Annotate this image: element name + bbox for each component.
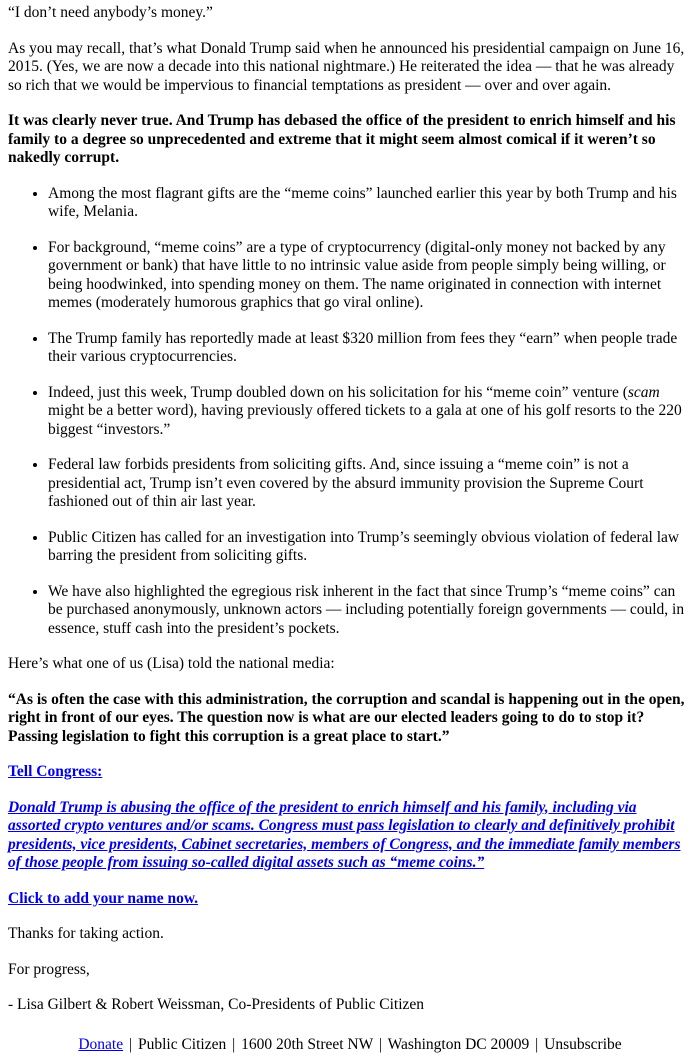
media-quote: “As is often the case with this administration, the corruption and scandal is happening out in the open, right in front of our eyes. The question now is what are our elected leaders going to do to stop it? Passing legislation to fight this corruption is a great place to start.”: [8, 690, 685, 745]
list-item: • For background, “meme coins” are a type of cryptocurrency (digital-only money not backed by any government or bank) that have little to no intrinsic value aside from people simply being willing, or being hoodwinked, into spending money on them. The name originated in connection with internet memes (moderately humorous graphics that go viral online).: [48, 239, 692, 313]
list-item: • Federal law forbids presidents from soliciting gifts. And, since issuing a “meme coin” is not a presidential act, Trump isn’t even covered by the absurd immunity provision the Supreme Court fashioned out of thin air last year.: [48, 456, 692, 512]
list-item: [48, 384, 692, 440]
footer-separator: |: [128, 1036, 133, 1053]
intro-paragraph: As you may recall, that’s what Donald Trump said when he announced his presidential campaign on June 16, 2015. (Yes, we are now a decade into this national nightmare.) He reiterated the idea — that he was already so rich that we would be impervious to financial temptations as president — over and over again.: [8, 39, 685, 94]
unsubscribe-link[interactable]: Unsubscribe: [544, 1036, 622, 1053]
footer-city: Washington DC 20009: [387, 1036, 530, 1053]
donate-link[interactable]: Donate: [78, 1036, 124, 1053]
scam-bullet-after: might be a better word), having previously offered tickets to a gala at one of his golf resorts to the 220 biggest “investors.”: [48, 402, 682, 438]
media-intro: Here’s what one of us (Lisa) told the national media:: [8, 655, 335, 672]
footer: [0, 1036, 700, 1055]
bold-statement: It was clearly never true. And Trump has debased the office of the president to enrich himself and his family to a degree so unprecedented and extreme that it might seem almost comical if it weren’t so nakedly corrupt.: [8, 112, 676, 166]
bullet-list: [8, 185, 692, 639]
signoff-text: For progress,: [8, 960, 90, 978]
footer-separator: |: [535, 1036, 539, 1053]
footer-org-name: Public Citizen: [137, 1036, 227, 1053]
footer-separator: |: [232, 1036, 236, 1053]
list-item: • Public Citizen has called for an investigation into Trump’s seemingly obvious violation of federal law barring the president from soliciting gifts.: [48, 529, 692, 566]
scam-word: scam: [627, 383, 660, 401]
list-item: • We have also highlighted the egregious risk inherent in the fact that since Trump’s “meme coins” can be purchased anonymously, unknown actors — including potentially foreign governments — could, in essence, stuff cash into the president’s pockets.: [48, 583, 692, 639]
signature-text: - Lisa Gilbert & Robert Weissman, Co-Presidents of Public Citizen: [8, 996, 425, 1013]
thanks-text: Thanks for taking action.: [8, 925, 164, 942]
add-name-link[interactable]: Click to add your name now.: [8, 889, 199, 907]
scam-bullet-before: Indeed, just this week, Trump doubled down on his solicitation for his “meme coin” venture (: [48, 383, 628, 401]
list-item: • Among the most flagrant gifts are the “meme coins” launched earlier this year by both Trump and his wife, Melania.: [48, 185, 692, 222]
tell-congress-link[interactable]: Tell Congress:: [8, 763, 103, 780]
opening-quote: “I don’t need anybody’s money.”: [8, 4, 213, 21]
footer-address: 1600 20th Street NW: [241, 1036, 373, 1053]
footer-separator: |: [378, 1036, 382, 1053]
list-item: • The Trump family has reportedly made at least $320 million from fees they “earn” when people trade their various cryptocurrencies.: [48, 330, 692, 367]
petition-link[interactable]: Donald Trump is abusing the office of the president to enrich himself and his family, including via assorted crypto ventures and/or scams. Congress must pass legislation to clearly and definitively prohibit presidents, vice presidents, Cabinet secretaries, members of Congress, and the immediate family members of those people from issuing so-called digital assets such as “meme coins.”: [8, 798, 681, 871]
